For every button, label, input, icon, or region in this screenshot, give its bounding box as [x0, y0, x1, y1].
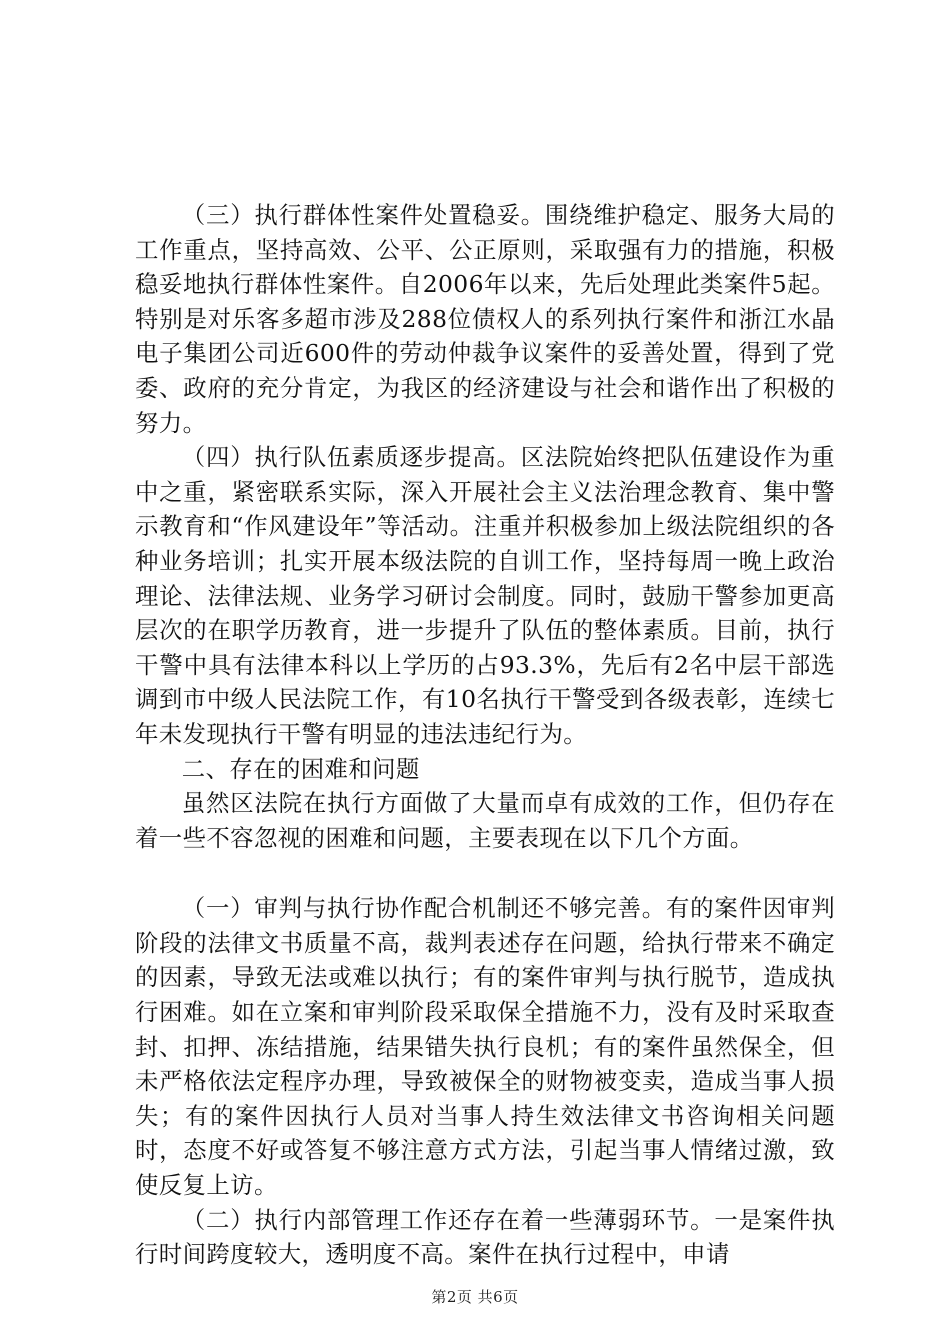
document-body	[135, 198, 835, 1272]
paragraph-intro-problems: 虽然区法院在执行方面做了大量而卓有成效的工作，但仍存在着一些不容忽视的困难和问题，主要表现在以下几个方面。	[135, 789, 835, 852]
page-footer: 第2页 共6页	[431, 1288, 519, 1306]
paragraph-spacer	[135, 855, 835, 891]
paragraph-problem-1: （一）审判与执行协作配合机制还不够完善。有的案件因审判阶段的法律文书质量不高，裁判表述存在问题，给执行带来不确定的因素，导致无法或难以执行；有的案件审判与执行脱节，造成执行困难。如在立案和审判阶段采取保全措施不力，没有及时采取查封、扣押、冻结措施，结果错失执行良机；有的案件虽然保全，但未严格依法定程序办理，导致被保全的财物被变卖，造成当事人损失；有的案件因执行人员对当事人持生效法律文书咨询相关问题时，态度不好或答复不够注意方式方法，引起当事人情绪过激，致使反复上访。	[135, 894, 835, 1200]
paragraph-section-4: （四）执行队伍素质逐步提高。区法院始终把队伍建设作为重中之重，紧密联系实际，深入开展社会主义法治理念教育、集中警示教育和“作风建设年”等活动。注重并积极参加上级法院组织的各种业务培训；扎实开展本级法院的自训工作，坚持每周一晚上政治理论、法律法规、业务学习研讨会制度。同时，鼓励干警参加更高层次的在职学历教育，进一步提升了队伍的整体素质。目前，执行干警中具有法律本科以上学历的占93.3%，先后有2名中层干部选调到市中级人民法院工作，有10名执行干警受到各级表彰，连续七年未发现执行干警有明显的违法违纪行为。	[135, 443, 835, 748]
paragraph-problem-2: （二）执行内部管理工作还存在着一些薄弱环节。一是案件执行时间跨度较大，透明度不高。案件在执行过程中，申请	[135, 1205, 835, 1269]
section-heading-2: 二、存在的困难和问题	[181, 754, 420, 783]
paragraph-section-3: （三）执行群体性案件处置稳妥。围绕维护稳定、服务大局的工作重点，坚持高效、公平、公正原则，采取强有力的措施，积极稳妥地执行群体性案件。自2006年以来，先后处理此类案件5起。特别是对乐客多超市涉及288位债权人的系列执行案件和浙江水晶电子集团公司近600件的劳动仲裁争议案件的妥善处置，得到了党委、政府的充分肯定，为我区的经济建设与社会和谐作出了积极的努力。	[135, 201, 835, 437]
